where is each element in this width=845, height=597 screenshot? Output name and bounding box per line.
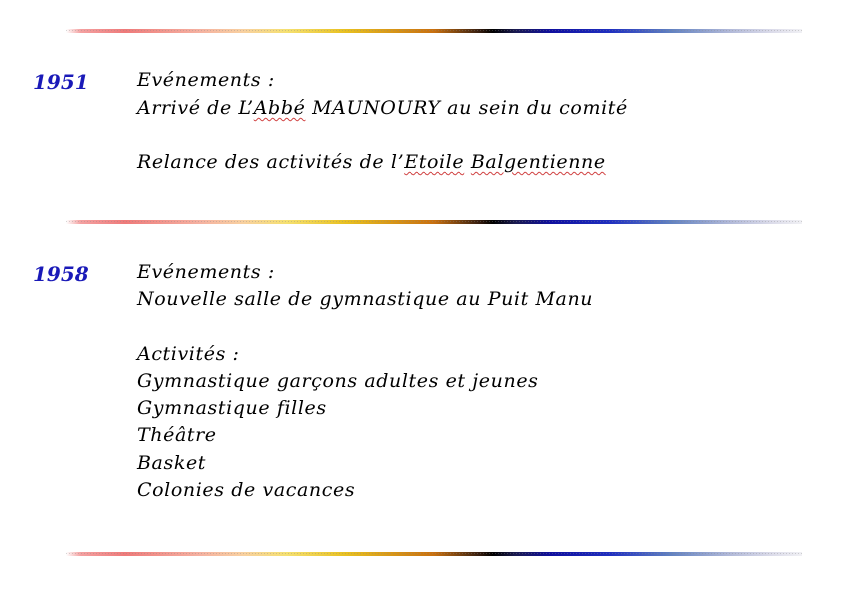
divider-bottom	[66, 551, 802, 557]
event-line-relance	[137, 151, 606, 173]
activity-item: Théâtre	[137, 424, 217, 446]
text-part	[464, 151, 471, 173]
spellcheck-word: Balgentienne	[470, 151, 606, 173]
text-part: MAUNOURY au sein du comité	[305, 97, 628, 119]
event-line-abbe	[137, 97, 628, 119]
year-1951: 1951	[33, 70, 89, 94]
activities-heading: Activités :	[137, 343, 240, 365]
activity-item: Gymnastique filles	[137, 397, 327, 419]
text-part: Relance des activités de l’	[137, 151, 405, 173]
events-heading-1958: Evénements :	[137, 261, 275, 283]
activity-item: Gymnastique garçons adultes et jeunes	[137, 370, 539, 392]
divider-middle	[66, 219, 802, 225]
activity-item: Basket	[137, 452, 207, 474]
spellcheck-word: Etoile	[404, 151, 465, 173]
divider-top	[66, 28, 802, 34]
spellcheck-word: Abbé	[253, 97, 306, 119]
activity-item: Colonies de vacances	[137, 479, 356, 501]
text-part: Arrivé de L’	[137, 97, 254, 119]
event-line-salle: Nouvelle salle de gymnastique au Puit Manu	[137, 288, 594, 310]
events-heading-1951: Evénements :	[137, 69, 275, 91]
year-1958: 1958	[33, 262, 89, 286]
